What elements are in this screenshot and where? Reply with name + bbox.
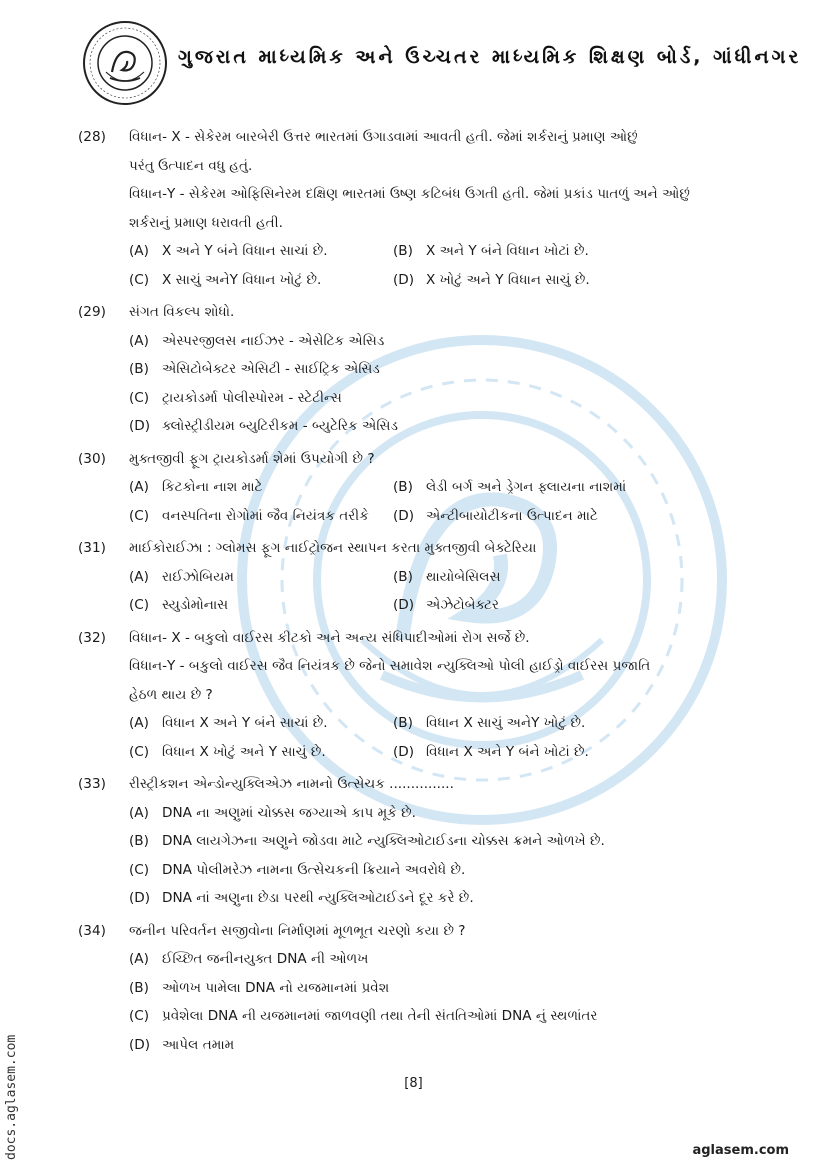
option-d: (D) X ખોટું અને Y વિધાન સાચું છે. bbox=[393, 271, 590, 288]
question-text: જનીન પરિવર્તન સજીવોના નિર્માણમાં મૂળભૂત ચરણો કયા છે ? bbox=[129, 922, 466, 939]
question-text: વિધાન-Y - સેકેરમ ઓફિસિનેરમ દક્ષિણ ભારતમાં ઉષ્ણ કટિબંધ ઉગતી હતી. જેમાં પ્રકાંડ પાતળું અને ઓછું bbox=[129, 186, 690, 202]
option-d: (D) ક્લોસ્ટ્રીડીયમ બ્યુટિરીકમ - બ્યુટેરિક એસિડ bbox=[129, 418, 398, 434]
question-number: (31) bbox=[78, 540, 106, 556]
option-a: (A) X અને Y બંને વિધાન સાચાં છે. bbox=[129, 243, 328, 259]
page-header bbox=[82, 20, 802, 110]
option-b: (B) એસિટોબેક્ટર એસિટી - સાઈટ્રિક એસિડ bbox=[129, 361, 380, 377]
question-text: માઈકોરાઈઝા : ગ્લોમસ ફૂગ નાઈટ્રોજન સ્થાપન કરતા મુક્તજીવી બેક્ટેરિયા bbox=[129, 540, 537, 556]
question-34 bbox=[78, 917, 758, 1060]
question-text: મુક્તજીવી ફૂગ ટ્રાયકોડર્મા શેમાં ઉપયોગી છે ? bbox=[129, 450, 375, 467]
option-d: (D) DNA નાં અણુના છેડા પરથી ન્યુક્લિઓટાઈડને દૂર કરે છે. bbox=[129, 890, 474, 906]
question-number: (33) bbox=[78, 776, 106, 792]
option-c: (C) પ્રવેશેલા DNA ની યજમાનમાં જાળવણી તથા તેની સંતતિઓમાં DNA નું સ્થળાંતર bbox=[129, 1008, 598, 1024]
question-text: વિધાન- X - બકુલો વાઈરસ કીટકો અને અન્ય સંધિપાદીઓમાં રોગ સર્જે છે. bbox=[129, 629, 530, 646]
option-a: (A) વિધાન X અને Y બંને સાચાં છે. bbox=[129, 715, 328, 731]
option-b: (B) X અને Y બંને વિધાન ખોટાં છે. bbox=[393, 243, 589, 259]
question-32 bbox=[78, 624, 758, 767]
question-number: (28) bbox=[78, 129, 106, 145]
options-list bbox=[129, 327, 758, 441]
option-a: (A) કિટકોના નાશ માટે bbox=[129, 479, 263, 495]
option-d: (D) એઝેટોબેક્ટર bbox=[393, 597, 500, 613]
question-31 bbox=[78, 534, 758, 620]
board-title: ગુજરાત માધ્યમિક અને ઉચ્ચતર માધ્યમિક શિક્ષણ બોર્ડ, ગાંધીનગર bbox=[178, 46, 802, 68]
question-28 bbox=[78, 123, 758, 294]
question-text: હેઠળ થાય છે ? bbox=[129, 686, 213, 703]
board-logo-icon bbox=[82, 20, 168, 106]
option-c: (C) સ્યુડોમોનાસ bbox=[129, 597, 229, 613]
option-c: (C) વિધાન X ખોટું અને Y સાચું છે. bbox=[129, 743, 326, 760]
options-list bbox=[129, 945, 758, 1059]
question-number: (29) bbox=[78, 304, 106, 320]
question-text: સંગત વિકલ્પ શોધો. bbox=[129, 304, 235, 320]
side-site-label: docs.aglasem.com bbox=[4, 1034, 19, 1160]
option-a: (A) રાઈઝોબિયમ bbox=[129, 568, 234, 585]
option-b: (B) ઓળખ પામેલા DNA નો યજમાનમાં પ્રવેશ bbox=[129, 979, 390, 996]
question-29 bbox=[78, 298, 758, 441]
option-c: (C) ટ્રાયકોડર્મા પોલીસ્પોરમ - સ્ટેટીન્સ bbox=[129, 389, 342, 406]
option-a: (A) DNA ના અણુમાં ચોક્કસ જગ્યાએ કાપ મૂકે છે. bbox=[129, 804, 416, 821]
page-number: [8] bbox=[404, 1076, 423, 1091]
question-number: (30) bbox=[78, 450, 106, 467]
option-c: (C) વનસ્પતિના રોગોમાં જૈવ નિયંત્રક તરીકે bbox=[129, 507, 369, 524]
option-a: (A) એસ્પરજીલસ નાઈઝર - એસેટિક એસિડ bbox=[129, 332, 385, 349]
option-d: (D) વિધાન X અને Y બંને ખોટાં છે. bbox=[393, 743, 589, 760]
options-grid bbox=[129, 237, 758, 294]
footer-site-label: aglasem.com bbox=[692, 1143, 789, 1158]
question-number: (34) bbox=[78, 922, 106, 939]
question-text: વિધાન-Y - બકુલો વાઈરસ જૈવ નિયંત્રક છે જેનો સમાવેશ ન્યુક્લિઓ પોલી હાઈડ્રો વાઈરસ પ્રજાતિ bbox=[129, 658, 651, 674]
question-text: વિધાન- X - સેકેરમ બારબેરી ઉત્તર ભારતમાં ઉગાડવામાં આવતી હતી. જેમાં શર્કરાનું પ્રમાણ ઓછું bbox=[129, 129, 638, 145]
options-grid bbox=[129, 563, 758, 620]
question-text: રીસ્ટ્રીકશન એન્ડોન્યુક્લિએઝ નામનો ઉત્સેચક ............... bbox=[129, 776, 454, 792]
question-text: પરંતુ ઉત્પાદન વધુ હતું. bbox=[129, 157, 253, 174]
option-c: (C) DNA પોલીમરેઝ નામના ઉત્સેચકની ક્રિયાને અવરોધે છે. bbox=[129, 861, 466, 878]
question-33 bbox=[78, 770, 758, 913]
options-grid bbox=[129, 473, 758, 530]
option-d: (D) આપેલ તમામ bbox=[129, 1036, 235, 1053]
option-c: (C) X સાચું અનેY વિધાન ખોટું છે. bbox=[129, 271, 322, 288]
options-grid bbox=[129, 709, 758, 766]
options-list bbox=[129, 799, 758, 913]
questions-section bbox=[78, 123, 758, 1063]
question-30 bbox=[78, 445, 758, 531]
question-text: શર્કરાનું પ્રમાણ ધરાવતી હતી. bbox=[129, 214, 283, 231]
option-b: (B) લેડી બર્ગ અને ડ્રેગન ફ્લાયના નાશમાં bbox=[393, 479, 627, 495]
option-b: (B) વિધાન X સાચું અનેY ખોટું છે. bbox=[393, 715, 586, 731]
option-b: (B) થાયોબેસિલસ bbox=[393, 568, 501, 585]
option-b: (B) DNA લાયગેઝના અણુને જોડવા માટે ન્યુક્લિઓટાઈડના ચોક્કસ ક્રમને ઓળખે છે. bbox=[129, 833, 605, 849]
option-d: (D) એન્ટીબાયોટીકના ઉત્પાદન માટે bbox=[393, 507, 598, 524]
question-number: (32) bbox=[78, 629, 106, 646]
option-a: (A) ઈચ્છિત જનીનયુક્ત DNA ની ઓળખ bbox=[129, 951, 369, 967]
